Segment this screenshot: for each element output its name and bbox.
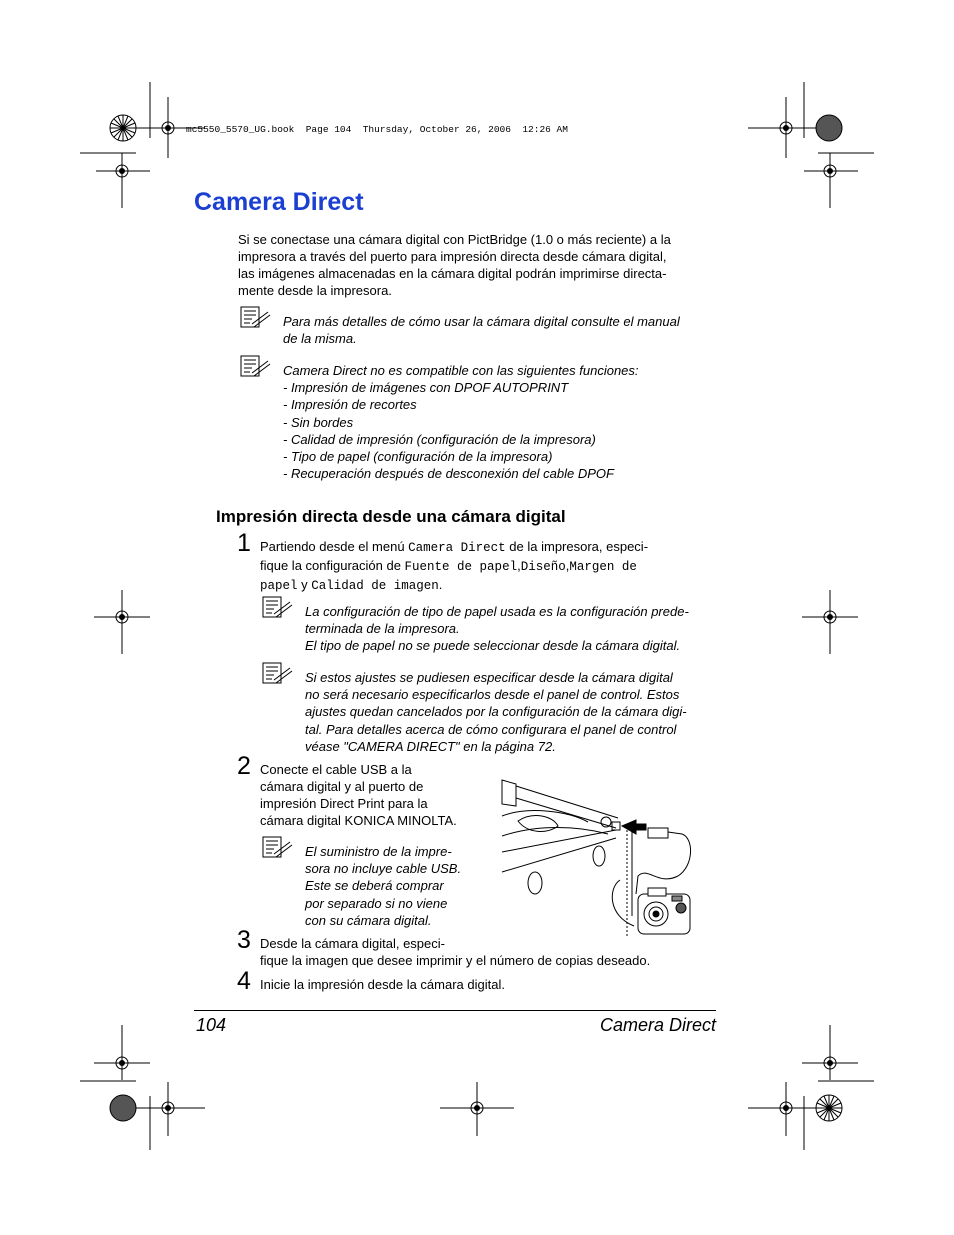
intro-line: mente desde la impresora. — [238, 283, 392, 298]
note-line: tal. Para detalles acerca de cómo configurara el panel de control — [305, 721, 677, 737]
intro-line: impresora a través del puerto para impresión directa desde cámara digital, — [238, 249, 667, 264]
step-text: de la impresora, especi- — [505, 539, 649, 554]
step-3-text — [260, 935, 650, 969]
note-settings — [305, 669, 687, 755]
note-line: - Calidad de impresión (configuración de la impresora) — [283, 431, 596, 447]
note-line: Para más detalles de cómo usar la cámara digital consulte el manual — [283, 314, 680, 329]
note-line: Este se deberá comprar — [305, 878, 444, 894]
note-incompatible — [283, 362, 639, 482]
note-usb-cable — [305, 843, 461, 929]
note-line: terminada de la impresora. — [305, 621, 460, 637]
menu-name: Camera Direct — [408, 541, 506, 555]
note-line: véase "CAMERA DIRECT" en la página 72. — [305, 738, 556, 754]
separator: , — [517, 558, 521, 573]
note-line: con su cámara digital. — [305, 912, 432, 928]
step-text: . — [438, 577, 443, 592]
setting-name: papel — [260, 579, 298, 593]
step-line: Conecte el cable USB a la — [260, 762, 412, 777]
note-icon — [240, 306, 272, 330]
note-line: por separado si no viene — [305, 895, 448, 911]
note-line: Camera Direct no es compatible con las siguientes funciones: — [283, 363, 639, 378]
note-line: La configuración de tipo de papel usada es la configuración prede- — [305, 604, 689, 619]
separator: , — [565, 558, 570, 573]
step-line: fique la imagen que desee imprimir y el número de copias deseado. — [260, 953, 651, 968]
setting-name: Diseño — [520, 560, 566, 574]
footer-section-title: Camera Direct — [599, 1015, 716, 1035]
camera-connection-illustration — [498, 776, 698, 941]
intro-line: Si se conectase una cámara digital con PictBridge (1.0 o más reciente) a la — [238, 232, 671, 247]
step-number: 4 — [237, 967, 251, 995]
note-line: El tipo de papel no se puede seleccionar desde la cámara digital. — [305, 638, 681, 654]
step-number: 2 — [237, 752, 251, 780]
note-icon — [262, 662, 294, 686]
note-line: - Recuperación después de desconexión del cable DPOF — [283, 466, 614, 482]
step-line: Desde la cámara digital, especi- — [260, 936, 445, 951]
note-line: - Impresión de recortes — [283, 397, 417, 413]
step-text: Partiendo desde el menú — [260, 539, 409, 554]
section-heading: Impresión directa desde una cámara digital — [216, 507, 566, 526]
step-1-text — [260, 538, 648, 595]
note-icon — [240, 355, 272, 379]
file-header: mc5550_5570_UG.book Page 104 Thursday, October 26, 2006 12:26 AM — [186, 124, 568, 135]
note-line: - Tipo de papel (configuración de la impresora) — [283, 449, 553, 465]
footer-rule — [194, 1010, 716, 1011]
page-number: 104 — [196, 1015, 227, 1035]
step-line: Inicie la impresión desde la cámara digital. — [260, 977, 505, 992]
note-icon — [262, 836, 294, 860]
note-line: - Impresión de imágenes con DPOF AUTOPRINT — [283, 380, 569, 396]
step-line: cámara digital KONICA MINOLTA. — [260, 813, 457, 828]
note-line: ajustes quedan cancelados por la configuración de la cámara digi- — [305, 704, 687, 720]
note-line: El suministro de la impre- — [305, 844, 452, 859]
step-line: impresión Direct Print para la — [260, 796, 428, 811]
step-2-text — [260, 761, 457, 829]
intro-paragraph — [238, 231, 718, 299]
step-text: fique la configuración de — [260, 558, 405, 573]
step-4-text — [260, 976, 505, 993]
setting-name: Fuente de papel — [404, 560, 518, 574]
setting-name: Calidad de imagen — [311, 579, 439, 593]
step-number: 3 — [237, 926, 251, 954]
intro-line: las imágenes almacenadas en la cámara digital podrán imprimirse directa- — [238, 266, 667, 281]
note-icon — [262, 596, 294, 620]
page-title: Camera Direct — [194, 188, 364, 216]
note-line: de la misma. — [283, 331, 357, 347]
note-line: no será necesario especificarlos desde el panel de control. Estos — [305, 687, 680, 703]
note-line: - Sin bordes — [283, 414, 354, 430]
step-text: y — [297, 577, 312, 592]
step-number: 1 — [237, 529, 251, 557]
note-line: Si estos ajustes se pudiesen especificar desde la cámara digital — [305, 670, 673, 685]
note-paper-type — [305, 603, 689, 655]
note-details — [283, 313, 680, 347]
step-line: cámara digital y al puerto de — [260, 779, 424, 794]
note-line: sora no incluye cable USB. — [305, 861, 462, 877]
setting-name: Margen de — [569, 560, 637, 574]
